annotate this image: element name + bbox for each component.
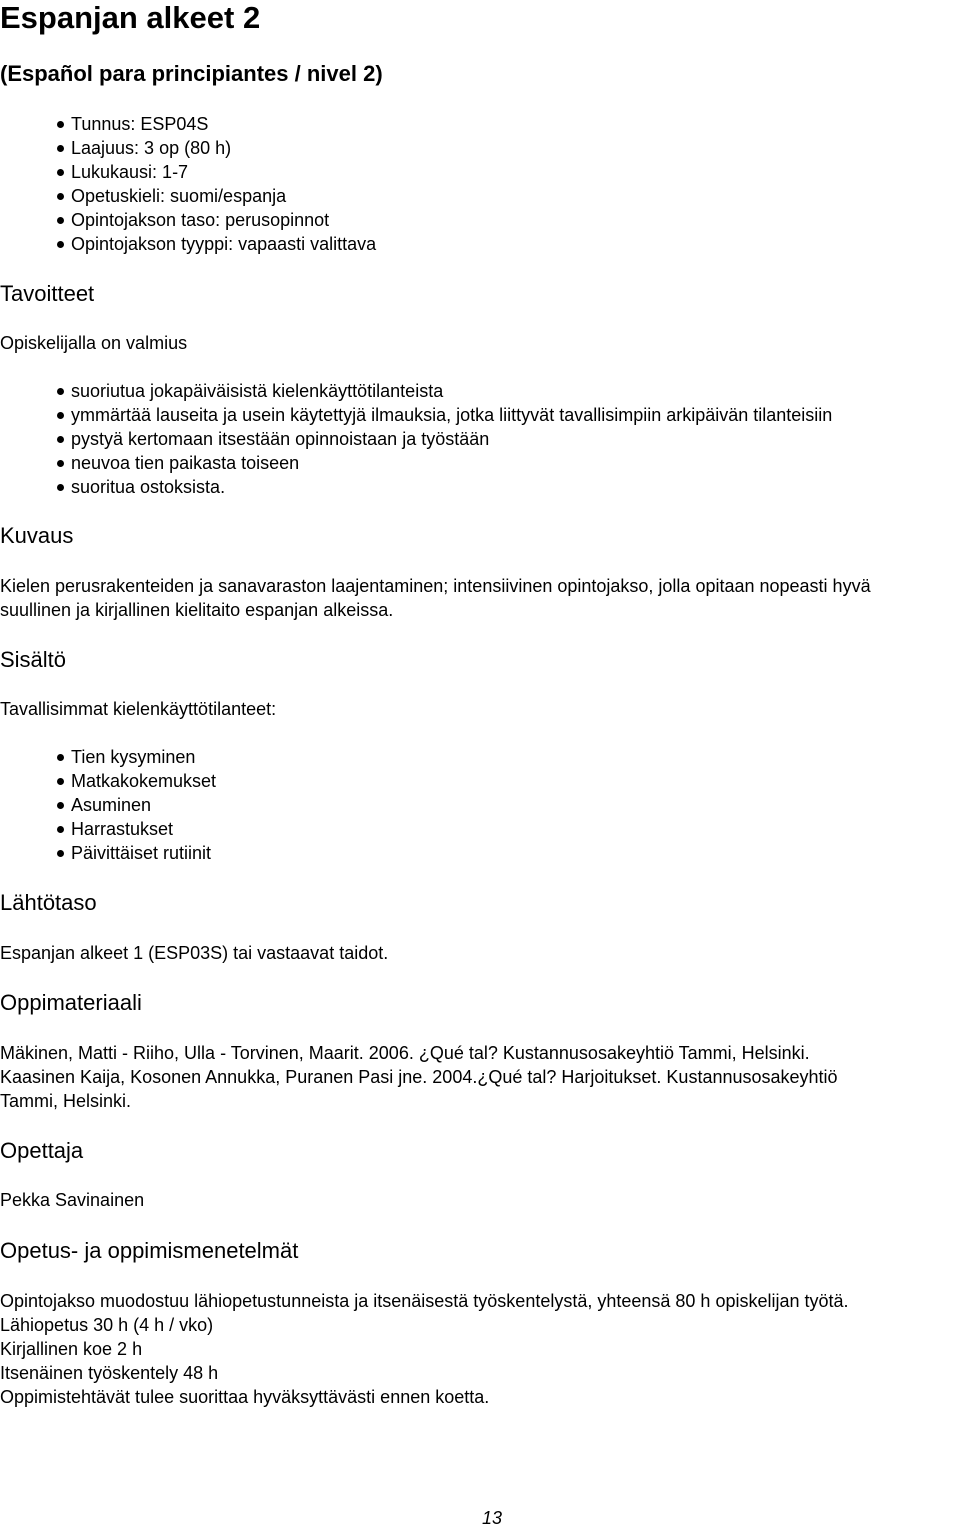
bullet-icon xyxy=(57,217,64,224)
oppimateriaali-line-2: Kaasinen Kaija, Kosonen Annukka, Puranen Pasi jne. 2004.¿Qué tal? Harjoitukset. Kustannusosakeyhtiö xyxy=(0,1067,838,1087)
list-item: Laajuus: 3 op (80 h) xyxy=(0,136,376,160)
list-item: ymmärtää lauseita ja usein käytettyjä ilmauksia, jotka liittyvät tavallisimpiin arkipäivän tilanteisiin xyxy=(0,403,832,427)
section-heading-opettaja: Opettaja xyxy=(0,1138,84,1163)
tavoitteet-list xyxy=(0,379,832,499)
kuvaus-line-2: suullinen ja kirjallinen kielitaito espanjan alkeissa. xyxy=(0,600,394,620)
menetelmat-line-4: Itsenäinen työskentely 48 h xyxy=(0,1363,219,1383)
section-heading-sisalto: Sisältö xyxy=(0,647,67,672)
menetelmat-line-3: Kirjallinen koe 2 h xyxy=(0,1339,143,1359)
opettaja-text: Pekka Savinainen xyxy=(0,1190,145,1210)
list-item: Tien kysyminen xyxy=(0,745,216,769)
bullet-icon xyxy=(57,193,64,200)
bullet-icon xyxy=(57,850,64,857)
bullet-icon xyxy=(57,826,64,833)
sisalto-list xyxy=(0,745,216,865)
section-heading-oppimateriaali: Oppimateriaali xyxy=(0,990,142,1015)
tavoitteet-intro: Opiskelijalla on valmius xyxy=(0,333,188,353)
list-item: suoriutua jokapäiväisistä kielenkäyttötilanteista xyxy=(0,379,832,403)
bullet-icon xyxy=(57,754,64,761)
page-title: Espanjan alkeet 2 xyxy=(0,0,261,35)
bullet-icon xyxy=(57,412,64,419)
bullet-icon xyxy=(57,802,64,809)
section-heading-kuvaus: Kuvaus xyxy=(0,523,74,548)
bullet-icon xyxy=(57,436,64,443)
list-item: pystyä kertomaan itsestään opinnoistaan ja työstään xyxy=(0,427,832,451)
list-item: Harrastukset xyxy=(0,817,216,841)
section-heading-menetelmat: Opetus- ja oppimismenetelmät xyxy=(0,1238,299,1263)
bullet-icon xyxy=(57,121,64,128)
bullet-icon xyxy=(57,778,64,785)
list-item: Lukukausi: 1-7 xyxy=(0,160,376,184)
bullet-icon xyxy=(57,169,64,176)
menetelmat-line-2: Lähiopetus 30 h (4 h / vko) xyxy=(0,1315,214,1335)
bullet-icon xyxy=(57,484,64,491)
page-number: 13 xyxy=(481,1508,503,1528)
menetelmat-line-5: Oppimistehtävät tulee suorittaa hyväksyttävästi ennen koetta. xyxy=(0,1387,490,1407)
oppimateriaali-line-1: Mäkinen, Matti - Riiho, Ulla - Torvinen, Maarit. 2006. ¿Qué tal? Kustannusosakeyhtiö Tammi, Helsinki. xyxy=(0,1043,810,1063)
bullet-icon xyxy=(57,460,64,467)
page-subtitle: (Español para principiantes / nivel 2) xyxy=(0,61,383,86)
menetelmat-line-1: Opintojakso muodostuu lähiopetustunneista ja itsenäisestä työskentelystä, yhteensä 80 h opiskelijan työtä. xyxy=(0,1291,849,1311)
oppimateriaali-line-3: Tammi, Helsinki. xyxy=(0,1091,132,1111)
section-heading-tavoitteet: Tavoitteet xyxy=(0,281,95,306)
bullet-icon xyxy=(57,241,64,248)
list-item: suoritua ostoksista. xyxy=(0,475,832,499)
kuvaus-line-1: Kielen perusrakenteiden ja sanavaraston laajentaminen; intensiivinen opintojakso, jolla opitaan nopeasti hyvä xyxy=(0,576,871,596)
bullet-icon xyxy=(57,145,64,152)
sisalto-intro: Tavallisimmat kielenkäyttötilanteet: xyxy=(0,699,277,719)
list-item: Opintojakson tyyppi: vapaasti valittava xyxy=(0,232,376,256)
lahtotaso-text: Espanjan alkeet 1 (ESP03S) tai vastaavat taidot. xyxy=(0,943,389,963)
list-item: Asuminen xyxy=(0,793,216,817)
bullet-icon xyxy=(57,388,64,395)
list-item: Tunnus: ESP04S xyxy=(0,112,376,136)
section-heading-lahtotaso: Lähtötaso xyxy=(0,890,97,915)
list-item: Päivittäiset rutiinit xyxy=(0,841,216,865)
course-info-list xyxy=(0,112,376,256)
list-item: Opetuskieli: suomi/espanja xyxy=(0,184,376,208)
list-item: Opintojakson taso: perusopinnot xyxy=(0,208,376,232)
list-item: neuvoa tien paikasta toiseen xyxy=(0,451,832,475)
list-item: Matkakokemukset xyxy=(0,769,216,793)
